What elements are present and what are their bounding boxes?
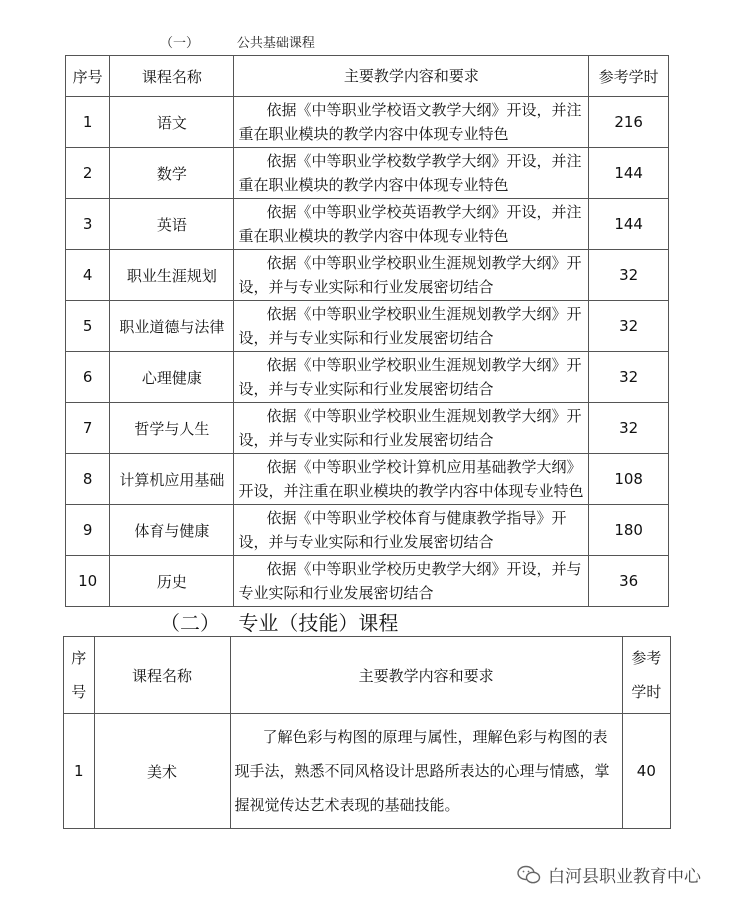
course-no: 8 — [66, 454, 110, 505]
section1-number: （一） — [160, 36, 200, 51]
course-content-cell — [234, 556, 589, 607]
header-no: 序号 — [66, 56, 110, 97]
header-hours — [622, 637, 670, 714]
course-name: 美术 — [94, 714, 230, 829]
watermark-text: 白河县职业教育中心 — [548, 867, 701, 887]
header-no — [64, 637, 95, 714]
course-no: 2 — [66, 148, 110, 199]
header-no-text: 序 号 — [71, 649, 87, 701]
course-content: 了解色彩与构图的原理与属性，理解色彩与构图的表现手法，熟悉不同风格设计思路所表达的心理与情感，掌握视觉传达艺术表现的基础技能。 — [234, 728, 610, 814]
course-hours: 216 — [589, 97, 669, 148]
major-courses-table — [63, 636, 671, 829]
course-name: 历史 — [110, 556, 234, 607]
course-no: 7 — [66, 403, 110, 454]
course-content: 依据《中等职业学校历史教学大纲》开设，并与专业实际和行业发展密切结合 — [238, 560, 582, 602]
course-content-cell — [234, 199, 589, 250]
table-header-row — [64, 637, 671, 714]
course-content: 依据《中等职业学校计算机应用基础教学大纲》开设，并注重在职业模块的教学内容中体现专业特色 — [238, 458, 584, 500]
course-no: 5 — [66, 301, 110, 352]
course-hours: 32 — [589, 352, 669, 403]
course-hours: 144 — [589, 199, 669, 250]
header-name: 课程名称 — [94, 637, 230, 714]
table-row — [66, 301, 669, 352]
course-content-cell — [234, 301, 589, 352]
header-content: 主要教学内容和要求 — [234, 56, 589, 97]
course-hours: 108 — [589, 454, 669, 505]
course-hours: 32 — [589, 250, 669, 301]
course-content: 依据《中等职业学校职业生涯规划教学大纲》开设，并与专业实际和行业发展密切结合 — [238, 356, 582, 398]
section2-title-text: 专业（技能）课程 — [238, 611, 399, 635]
course-no: 1 — [66, 97, 110, 148]
table-row — [66, 199, 669, 250]
course-no: 3 — [66, 199, 110, 250]
course-name: 计算机应用基础 — [110, 454, 234, 505]
header-content: 主要教学内容和要求 — [230, 637, 622, 714]
course-name: 职业道德与法律 — [110, 301, 234, 352]
course-content: 依据《中等职业学校英语教学大纲》开设，并注重在职业模块的教学内容中体现专业特色 — [238, 203, 582, 245]
course-content-cell — [234, 97, 589, 148]
section2-title — [160, 607, 398, 636]
table-row — [64, 714, 671, 829]
course-content-cell — [230, 714, 622, 829]
course-name: 职业生涯规划 — [110, 250, 234, 301]
course-hours: 32 — [589, 403, 669, 454]
table-row — [66, 97, 669, 148]
header-name: 课程名称 — [110, 56, 234, 97]
course-content: 依据《中等职业学校职业生涯规划教学大纲》开设，并与专业实际和行业发展密切结合 — [238, 407, 582, 449]
course-name: 数学 — [110, 148, 234, 199]
course-content-cell — [234, 454, 589, 505]
course-name: 英语 — [110, 199, 234, 250]
course-name: 体育与健康 — [110, 505, 234, 556]
course-content: 依据《中等职业学校职业生涯规划教学大纲》开设，并与专业实际和行业发展密切结合 — [238, 305, 582, 347]
course-no: 10 — [66, 556, 110, 607]
course-hours: 32 — [589, 301, 669, 352]
course-hours: 180 — [589, 505, 669, 556]
course-no: 6 — [66, 352, 110, 403]
section1-title-text: 公共基础课程 — [236, 36, 315, 51]
course-no: 1 — [64, 714, 95, 829]
course-content: 依据《中等职业学校体育与健康教学指导》开设，并与专业实际和行业发展密切结合 — [238, 509, 567, 551]
section1-title — [160, 32, 315, 51]
course-name: 心理健康 — [110, 352, 234, 403]
table-row — [66, 556, 669, 607]
course-content-cell — [234, 352, 589, 403]
course-content: 依据《中等职业学校职业生涯规划教学大纲》开设，并与专业实际和行业发展密切结合 — [238, 254, 582, 296]
course-name: 哲学与人生 — [110, 403, 234, 454]
header-hours: 参考学时 — [589, 56, 669, 97]
course-no: 9 — [66, 505, 110, 556]
course-content-cell — [234, 148, 589, 199]
table-row — [66, 352, 669, 403]
watermark — [516, 862, 701, 887]
wechat-icon — [516, 865, 542, 885]
course-no: 4 — [66, 250, 110, 301]
course-name: 语文 — [110, 97, 234, 148]
table-row — [66, 403, 669, 454]
course-hours: 144 — [589, 148, 669, 199]
table-header-row — [66, 56, 669, 97]
course-content-cell — [234, 505, 589, 556]
public-courses-body — [66, 97, 669, 607]
course-content: 依据《中等职业学校数学教学大纲》开设，并注重在职业模块的教学内容中体现专业特色 — [238, 152, 582, 194]
table-row — [66, 454, 669, 505]
course-hours: 40 — [622, 714, 670, 829]
table-row — [66, 250, 669, 301]
table-row — [66, 505, 669, 556]
table-row — [66, 148, 669, 199]
course-content-cell — [234, 250, 589, 301]
section2-number: （二） — [160, 611, 220, 635]
header-hours-text: 参考 学时 — [631, 649, 662, 701]
course-content-cell — [234, 403, 589, 454]
public-courses-table — [65, 55, 669, 607]
course-content: 依据《中等职业学校语文教学大纲》开设，并注重在职业模块的教学内容中体现专业特色 — [238, 101, 582, 143]
course-hours: 36 — [589, 556, 669, 607]
